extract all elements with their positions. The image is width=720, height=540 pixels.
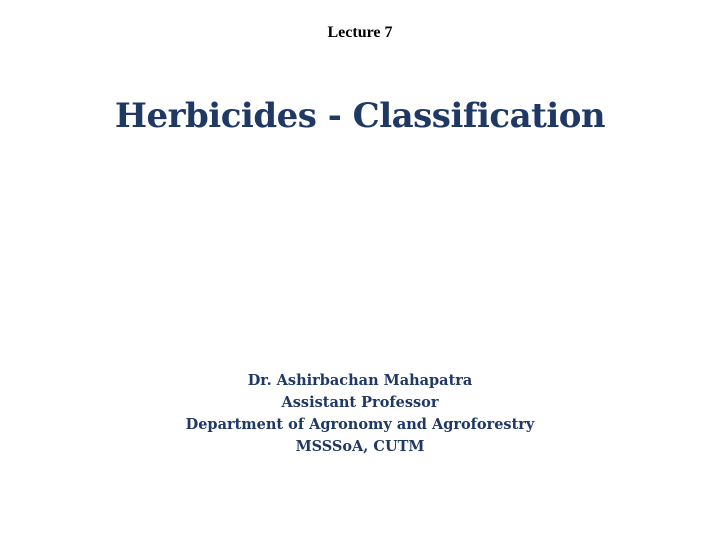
author-designation: Assistant Professor (281, 394, 439, 411)
author-name: Dr. Ashirbachan Mahapatra (247, 372, 473, 389)
author-department: Department of Agronomy and Agroforestry (185, 416, 535, 433)
author-institution: MSSSoA, CUTM (295, 438, 425, 455)
slide-title: Herbicides - Classification (114, 96, 606, 136)
author-block (0, 370, 720, 458)
lecture-label: Lecture 7 (327, 24, 393, 41)
